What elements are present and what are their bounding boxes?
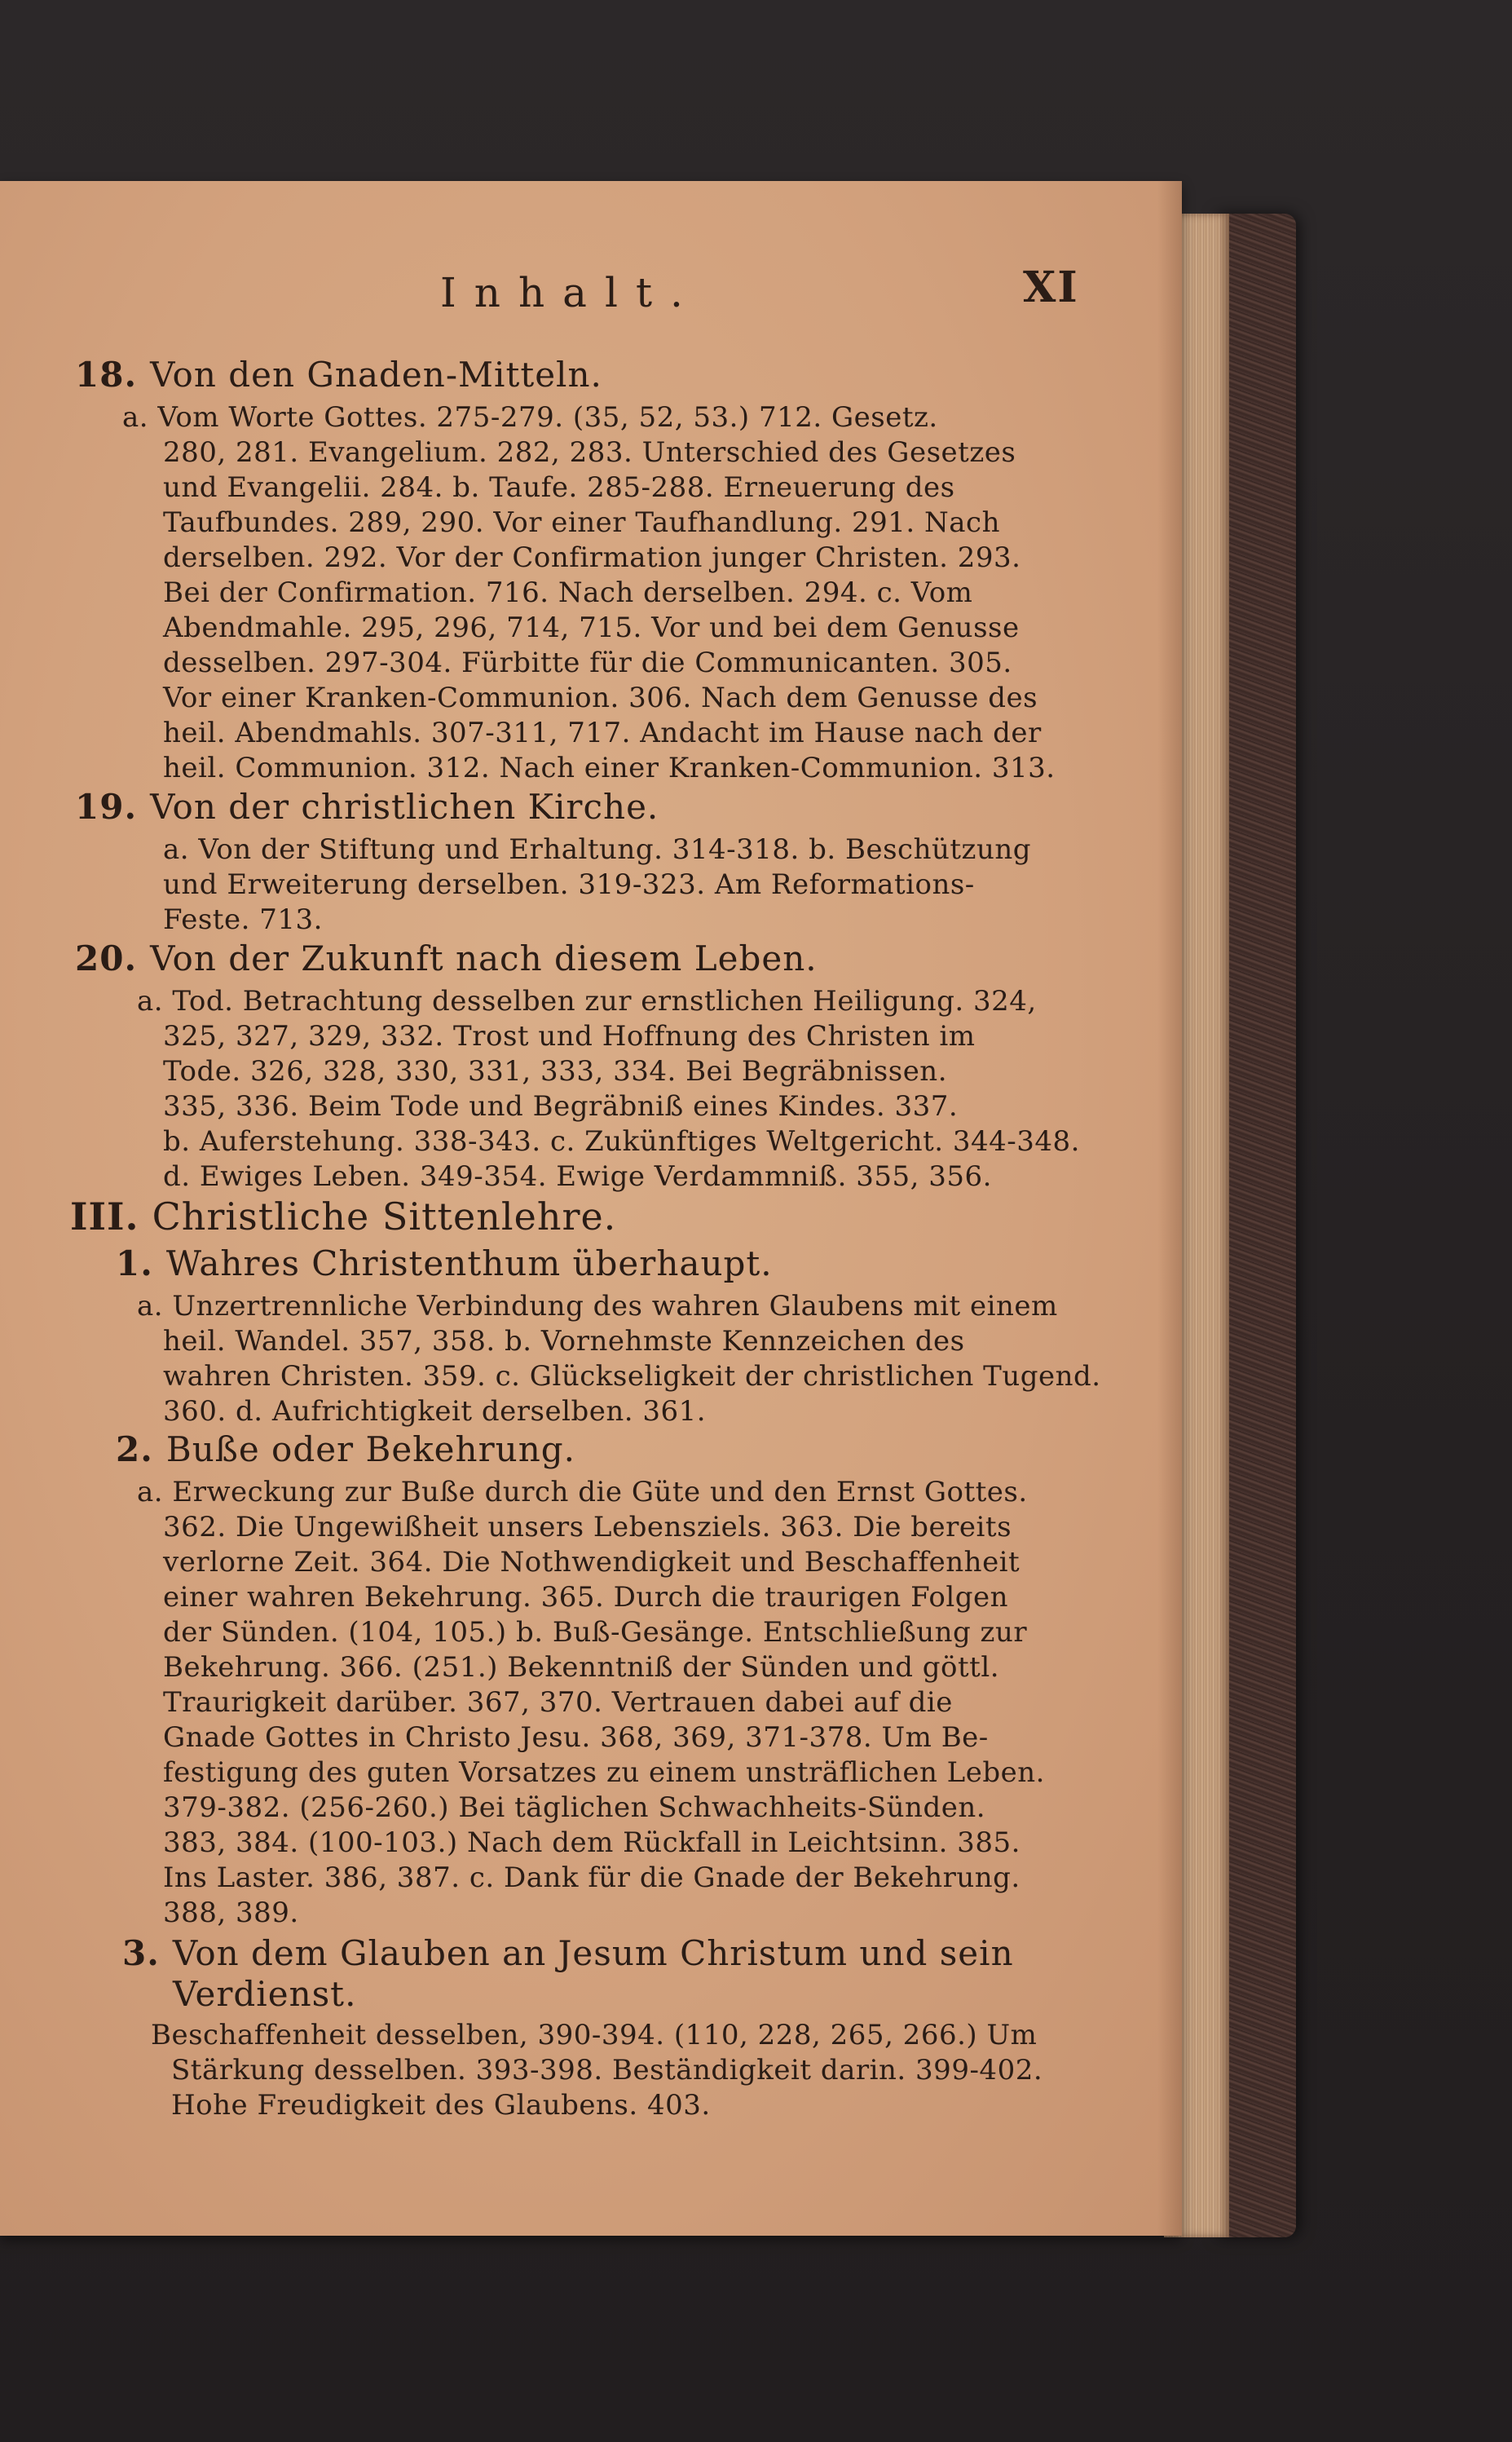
section-number: 2. — [116, 1429, 153, 1469]
entry-text: und Erweiterung derselben. 319-323. Am Reformations- — [163, 868, 975, 901]
toc-line — [137, 983, 1037, 1019]
section-number: 1. — [116, 1243, 153, 1283]
toc-line — [163, 715, 1042, 751]
toc-line — [163, 1825, 1020, 1861]
toc-line — [163, 1509, 1012, 1545]
entry-text: Vor einer Kranken-Communion. 306. Nach dem Genusse des — [163, 682, 1038, 714]
toc-line — [163, 1685, 953, 1720]
toc-line — [163, 1544, 1020, 1580]
entry-text: 325, 327, 329, 332. Trost und Hoffnung des Christen im — [163, 1020, 976, 1053]
book-page — [0, 181, 1182, 2236]
section-title: Von der Zukunft nach diesem Leben. — [150, 938, 818, 978]
toc-line — [163, 1393, 706, 1429]
section-title: Buße oder Bekehrung. — [165, 1429, 575, 1469]
entry-text: Traurigkeit darüber. 367, 370. Vertrauen dabei auf die — [163, 1686, 953, 1719]
entry-text: Stärkung desselben. 393-398. Beständigkeit darin. 399-402. — [171, 2054, 1043, 2087]
entry-text: Abendmahle. 295, 296, 714, 715. Vor und bei dem Genusse — [163, 612, 1020, 644]
entry-text: Bekehrung. 366. (251.) Bekenntniß der Sünden und göttl. — [163, 1651, 1000, 1684]
toc-line — [163, 470, 955, 506]
toc-line — [163, 1755, 1045, 1791]
section-number: 20. — [75, 938, 138, 978]
table-of-contents — [0, 181, 1182, 2236]
entry-text: desselben. 297-304. Fürbitte für die Communicanten. 305. — [163, 647, 1012, 679]
toc-line — [137, 1474, 1028, 1510]
entry-text: Beschaffenheit desselben, 390-394. (110, 228, 265, 266.) Um — [151, 2019, 1038, 2051]
entry-text: wahren Christen. 359. c. Glückseligkeit der christlichen Tugend. — [163, 1360, 1101, 1393]
entry-text: heil. Communion. 312. Nach einer Kranken-Communion. 313. — [163, 752, 1056, 784]
section-title: Verdienst. — [173, 1974, 357, 2014]
toc-line — [171, 2052, 1043, 2088]
toc-line — [163, 540, 1021, 576]
toc-line — [163, 1089, 958, 1124]
section-title: Von der christlichen Kirche. — [150, 787, 659, 827]
entry-text: und Evangelii. 284. b. Taufe. 285-288. Erneuerung des — [163, 471, 955, 504]
entry-text: 362. Die Ungewißheit unsers Lebensziels. 363. Die bereits — [163, 1511, 1012, 1543]
toc-line — [122, 400, 938, 435]
entry-text: a. Von der Stiftung und Erhaltung. 314-318. b. Beschützung — [163, 833, 1032, 866]
toc-line — [163, 832, 1031, 868]
toc-line — [163, 1579, 1008, 1615]
entry-text: d. Ewiges Leben. 349-354. Ewige Verdammniß. 355, 356. — [163, 1160, 992, 1193]
toc-heading — [75, 354, 602, 396]
toc-line — [163, 1649, 999, 1685]
entry-text: Ins Laster. 386, 387. c. Dank für die Gnade der Bekehrung. — [163, 1861, 1020, 1894]
toc-heading — [122, 1932, 1014, 1975]
section-title: Von den Gnaden-Mitteln. — [150, 355, 602, 395]
entry-text: 360. d. Aufrichtigkeit derselben. 361. — [163, 1395, 707, 1428]
entry-text: Tode. 326, 328, 330, 331, 333, 334. Bei Begräbnissen. — [163, 1055, 948, 1088]
toc-line — [163, 1895, 299, 1931]
toc-line — [163, 1614, 1027, 1650]
toc-line — [163, 505, 1000, 541]
toc-line — [163, 1159, 992, 1195]
entry-text: einer wahren Bekehrung. 365. Durch die traurigen Folgen — [163, 1581, 1008, 1614]
entry-text: heil. Abendmahls. 307-311, 717. Andacht im Hause nach der — [163, 717, 1042, 749]
section-number: 19. — [75, 787, 138, 827]
toc-line — [163, 750, 1056, 786]
toc-line — [163, 435, 1016, 470]
entry-text: Taufbundes. 289, 290. Vor einer Taufhandlung. 291. Nach — [163, 506, 1000, 539]
entry-text: b. Auferstehung. 338-343. c. Zukünftiges Weltgericht. 344-348. — [163, 1125, 1080, 1158]
entry-text: Hohe Freudigkeit des Glaubens. 403. — [171, 2089, 711, 2122]
toc-line — [163, 1053, 947, 1089]
toc-line — [171, 2087, 711, 2123]
toc-line — [163, 1323, 965, 1359]
entry-text: a. Vom Worte Gottes. 275-279. (35, 52, 53.) 712. Gesetz. — [122, 401, 938, 434]
section-number: 18. — [75, 355, 138, 395]
section-title: Von dem Glauben an Jesum Christum und sein — [172, 1933, 1014, 1973]
section-number: 3. — [122, 1933, 160, 1973]
toc-line — [163, 610, 1020, 646]
entry-text: a. Tod. Betrachtung desselben zur ernstlichen Heiligung. 324, — [137, 985, 1037, 1018]
toc-line — [163, 1124, 1080, 1159]
entry-text: 379-382. (256-260.) Bei täglichen Schwachheits-Sünden. — [163, 1791, 986, 1824]
entry-text: Gnade Gottes in Christo Jesu. 368, 369, 371-378. Um Be- — [163, 1721, 989, 1754]
toc-line — [163, 645, 1012, 681]
toc-line — [163, 680, 1038, 716]
toc-heading — [75, 938, 818, 980]
toc-line — [151, 2017, 1037, 2053]
entry-text: 280, 281. Evangelium. 282, 283. Unterschied des Gesetzes — [163, 436, 1016, 469]
toc-line — [163, 1790, 985, 1826]
section-title: Wahres Christenthum überhaupt. — [165, 1243, 773, 1283]
entry-text: heil. Wandel. 357, 358. b. Vornehmste Kennzeichen des — [163, 1325, 965, 1358]
page-header-title: Inhalt. — [440, 269, 701, 316]
entry-text: 335, 336. Beim Tode und Begräbniß eines Kindes. 337. — [163, 1090, 959, 1123]
toc-line — [163, 1860, 1020, 1896]
entry-text: a. Erweckung zur Buße durch die Güte und den Ernst Gottes. — [137, 1476, 1028, 1508]
entry-text: 388, 389. — [163, 1897, 299, 1929]
toc-line — [163, 867, 975, 903]
entry-text: Feste. 713. — [163, 903, 323, 936]
toc-line — [137, 1288, 1058, 1324]
toc-heading — [116, 1429, 575, 1471]
entry-text: a. Unzertrennliche Verbindung des wahren Glaubens mit einem — [137, 1290, 1058, 1323]
entry-text: Bei der Confirmation. 716. Nach derselben. 294. c. Vom — [163, 576, 973, 609]
toc-line — [163, 902, 323, 938]
toc-heading — [75, 786, 659, 828]
entry-text: derselben. 292. Vor der Confirmation junger Christen. 293. — [163, 541, 1021, 574]
section-number: III. — [70, 1195, 139, 1239]
toc-heading — [173, 1973, 356, 2016]
entry-text: verlorne Zeit. 364. Die Nothwendigkeit und Beschaffenheit — [163, 1546, 1020, 1579]
toc-line — [163, 1720, 989, 1755]
entry-text: 383, 384. (100-103.) Nach dem Rückfall in Leichtsinn. 385. — [163, 1826, 1020, 1859]
toc-line — [163, 575, 972, 611]
section-title: Christliche Sittenlehre. — [152, 1195, 617, 1239]
page-number: XI — [1023, 263, 1079, 312]
entry-text: der Sünden. (104, 105.) b. Buß-Gesänge. Entschließung zur — [163, 1616, 1028, 1649]
toc-heading — [70, 1195, 616, 1238]
entry-text: festigung des guten Vorsatzes zu einem unsträflichen Leben. — [163, 1756, 1045, 1789]
toc-line — [163, 1358, 1101, 1394]
toc-line — [163, 1018, 976, 1054]
toc-heading — [116, 1243, 773, 1285]
